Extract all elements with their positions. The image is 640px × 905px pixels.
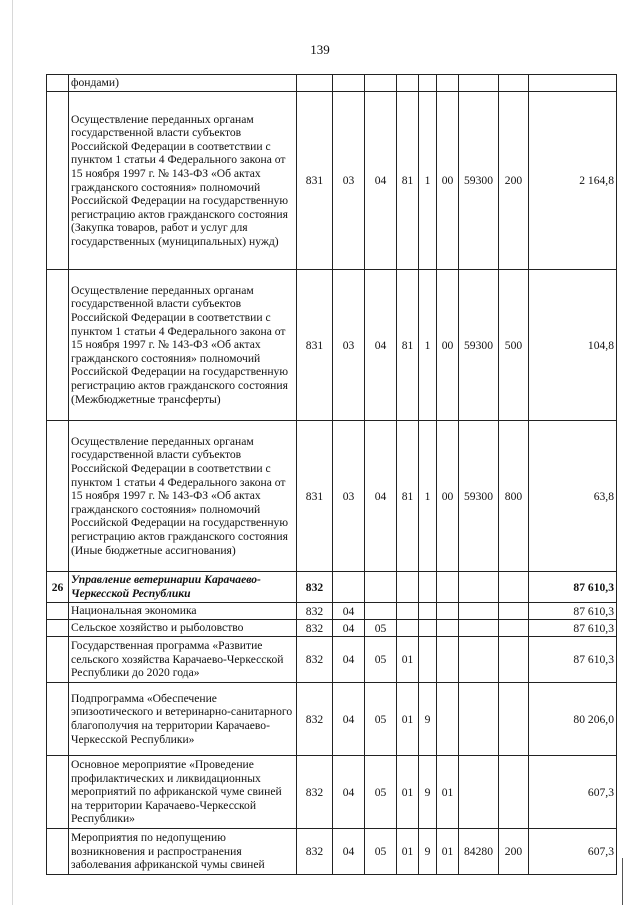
ved-code: 831	[297, 92, 333, 270]
direction-code: 59300	[459, 421, 499, 572]
row-number	[47, 683, 69, 756]
expense-type-code	[499, 603, 529, 620]
row-number	[47, 620, 69, 637]
direction-code	[459, 572, 499, 603]
row-number	[47, 75, 69, 92]
program-code	[397, 603, 419, 620]
measure-code: 00	[437, 92, 459, 270]
subprogram-code	[419, 620, 437, 637]
direction-code: 59300	[459, 92, 499, 270]
subsection-code: 04	[365, 92, 397, 270]
amount: 87 610,3	[529, 620, 617, 637]
subprogram-code	[419, 603, 437, 620]
table-row	[47, 620, 617, 637]
row-name: Сельское хозяйство и рыболовство	[69, 620, 297, 637]
program-code: 81	[397, 421, 419, 572]
program-code	[397, 620, 419, 637]
expense-type-code	[499, 75, 529, 92]
expense-type-code: 200	[499, 92, 529, 270]
row-name: Осуществление переданных органам государственной власти субъектов Российской Федерации в соответствии с пунктом 1 статьи 4 Федерального закона от 15 ноября 1997 г. № 143-ФЗ «Об актах гражданского состояния» полномочий Российской Федерации на государственную регистрацию актов гражданского состояния (Межбюджетные трансферты)	[69, 270, 297, 421]
scan-edge-line	[12, 0, 13, 905]
row-number	[47, 270, 69, 421]
table-row	[47, 75, 617, 92]
subsection-code: 04	[365, 270, 397, 421]
subsection-code: 05	[365, 756, 397, 829]
row-name: Мероприятия по недопущению возникновения и распространения заболевания африканской чумы свиней	[69, 829, 297, 875]
row-name: Подпрограмма «Обеспечение эпизоотического и ветеринарно-санитарного благополучия на территории Карачаево-Черкесской Республики»	[69, 683, 297, 756]
subprogram-code: 1	[419, 92, 437, 270]
subprogram-code	[419, 75, 437, 92]
table-row	[47, 92, 617, 270]
subprogram-code: 1	[419, 270, 437, 421]
row-number	[47, 603, 69, 620]
direction-code	[459, 75, 499, 92]
table-row	[47, 421, 617, 572]
table-row	[47, 756, 617, 829]
amount: 87 610,3	[529, 603, 617, 620]
measure-code: 00	[437, 421, 459, 572]
direction-code: 84280	[459, 829, 499, 875]
subsection-code: 05	[365, 829, 397, 875]
program-code: 81	[397, 270, 419, 421]
program-code	[397, 75, 419, 92]
amount	[529, 75, 617, 92]
measure-code	[437, 75, 459, 92]
section-code: 03	[333, 421, 365, 572]
measure-code	[437, 620, 459, 637]
subprogram-code	[419, 572, 437, 603]
row-number	[47, 637, 69, 683]
section-code: 04	[333, 603, 365, 620]
section-code	[333, 75, 365, 92]
section-code: 04	[333, 683, 365, 756]
budget-table	[46, 74, 617, 875]
row-number	[47, 829, 69, 875]
ved-code: 832	[297, 829, 333, 875]
subsection-code: 05	[365, 620, 397, 637]
row-number	[47, 756, 69, 829]
measure-code	[437, 637, 459, 683]
table-row	[47, 270, 617, 421]
direction-code	[459, 603, 499, 620]
amount: 80 206,0	[529, 683, 617, 756]
expense-type-code: 500	[499, 270, 529, 421]
section-code	[333, 572, 365, 603]
amount: 607,3	[529, 756, 617, 829]
program-code: 01	[397, 683, 419, 756]
measure-code: 01	[437, 756, 459, 829]
row-name: фондами)	[69, 75, 297, 92]
row-name: Управление ветеринарии Карачаево-Черкесской Республики	[69, 572, 297, 603]
section-code: 04	[333, 756, 365, 829]
ved-code: 831	[297, 270, 333, 421]
ved-code: 832	[297, 572, 333, 603]
section-code: 04	[333, 620, 365, 637]
row-name: Государственная программа «Развитие сельского хозяйства Карачаево-Черкесской Республики до 2020 года»	[69, 637, 297, 683]
row-number	[47, 421, 69, 572]
measure-code: 01	[437, 829, 459, 875]
amount: 63,8	[529, 421, 617, 572]
program-code: 01	[397, 829, 419, 875]
subsection-code	[365, 572, 397, 603]
amount: 2 164,8	[529, 92, 617, 270]
ved-code: 832	[297, 620, 333, 637]
ved-code: 832	[297, 603, 333, 620]
program-code: 01	[397, 756, 419, 829]
scan-margin-line	[622, 858, 623, 905]
ved-code: 832	[297, 756, 333, 829]
subsection-code	[365, 75, 397, 92]
row-name: Национальная экономика	[69, 603, 297, 620]
subsection-code: 05	[365, 683, 397, 756]
table-row	[47, 637, 617, 683]
ved-code: 832	[297, 683, 333, 756]
expense-type-code	[499, 637, 529, 683]
measure-code	[437, 603, 459, 620]
section-code: 04	[333, 637, 365, 683]
expense-type-code	[499, 683, 529, 756]
ved-code: 831	[297, 421, 333, 572]
row-name: Осуществление переданных органам государственной власти субъектов Российской Федерации в соответствии с пунктом 1 статьи 4 Федерального закона от 15 ноября 1997 г. № 143-ФЗ «Об актах гражданского состояния» полномочий Российской Федерации на государственную регистрацию актов гражданского состояния (Иные бюджетные ассигнования)	[69, 421, 297, 572]
amount: 607,3	[529, 829, 617, 875]
subprogram-code: 1	[419, 421, 437, 572]
expense-type-code	[499, 756, 529, 829]
subsection-code: 05	[365, 637, 397, 683]
subsection-code: 04	[365, 421, 397, 572]
amount: 104,8	[529, 270, 617, 421]
direction-code	[459, 756, 499, 829]
subsection-code	[365, 603, 397, 620]
expense-type-code: 200	[499, 829, 529, 875]
ved-code	[297, 75, 333, 92]
program-code: 01	[397, 637, 419, 683]
row-number	[47, 92, 69, 270]
table-row	[47, 683, 617, 756]
page-number: 139	[310, 42, 330, 57]
amount: 87 610,3	[529, 572, 617, 603]
expense-type-code: 800	[499, 421, 529, 572]
direction-code	[459, 620, 499, 637]
row-name: Осуществление переданных органам государственной власти субъектов Российской Федерации в соответствии с пунктом 1 статьи 4 Федерального закона от 15 ноября 1997 г. № 143-ФЗ «Об актах гражданского состояния» полномочий Российской Федерации на государственную регистрацию актов гражданского состояния (Закупка товаров, работ и услуг для государственных (муниципальных) нужд)	[69, 92, 297, 270]
measure-code	[437, 683, 459, 756]
subprogram-code	[419, 637, 437, 683]
expense-type-code	[499, 572, 529, 603]
subprogram-code: 9	[419, 683, 437, 756]
measure-code	[437, 572, 459, 603]
table-row	[47, 829, 617, 875]
direction-code	[459, 637, 499, 683]
row-number: 26	[47, 572, 69, 603]
program-code: 81	[397, 92, 419, 270]
direction-code: 59300	[459, 270, 499, 421]
expense-type-code	[499, 620, 529, 637]
amount: 87 610,3	[529, 637, 617, 683]
measure-code: 00	[437, 270, 459, 421]
section-code: 04	[333, 829, 365, 875]
subprogram-code: 9	[419, 756, 437, 829]
section-code: 03	[333, 270, 365, 421]
program-code	[397, 572, 419, 603]
row-name: Основное мероприятие «Проведение профилактических и ликвидационных мероприятий по африканской чуме свиней на территории Карачаево-Черкесской Республики»	[69, 756, 297, 829]
section-code: 03	[333, 92, 365, 270]
direction-code	[459, 683, 499, 756]
ved-code: 832	[297, 637, 333, 683]
subprogram-code: 9	[419, 829, 437, 875]
table-row	[47, 572, 617, 603]
table-row	[47, 603, 617, 620]
